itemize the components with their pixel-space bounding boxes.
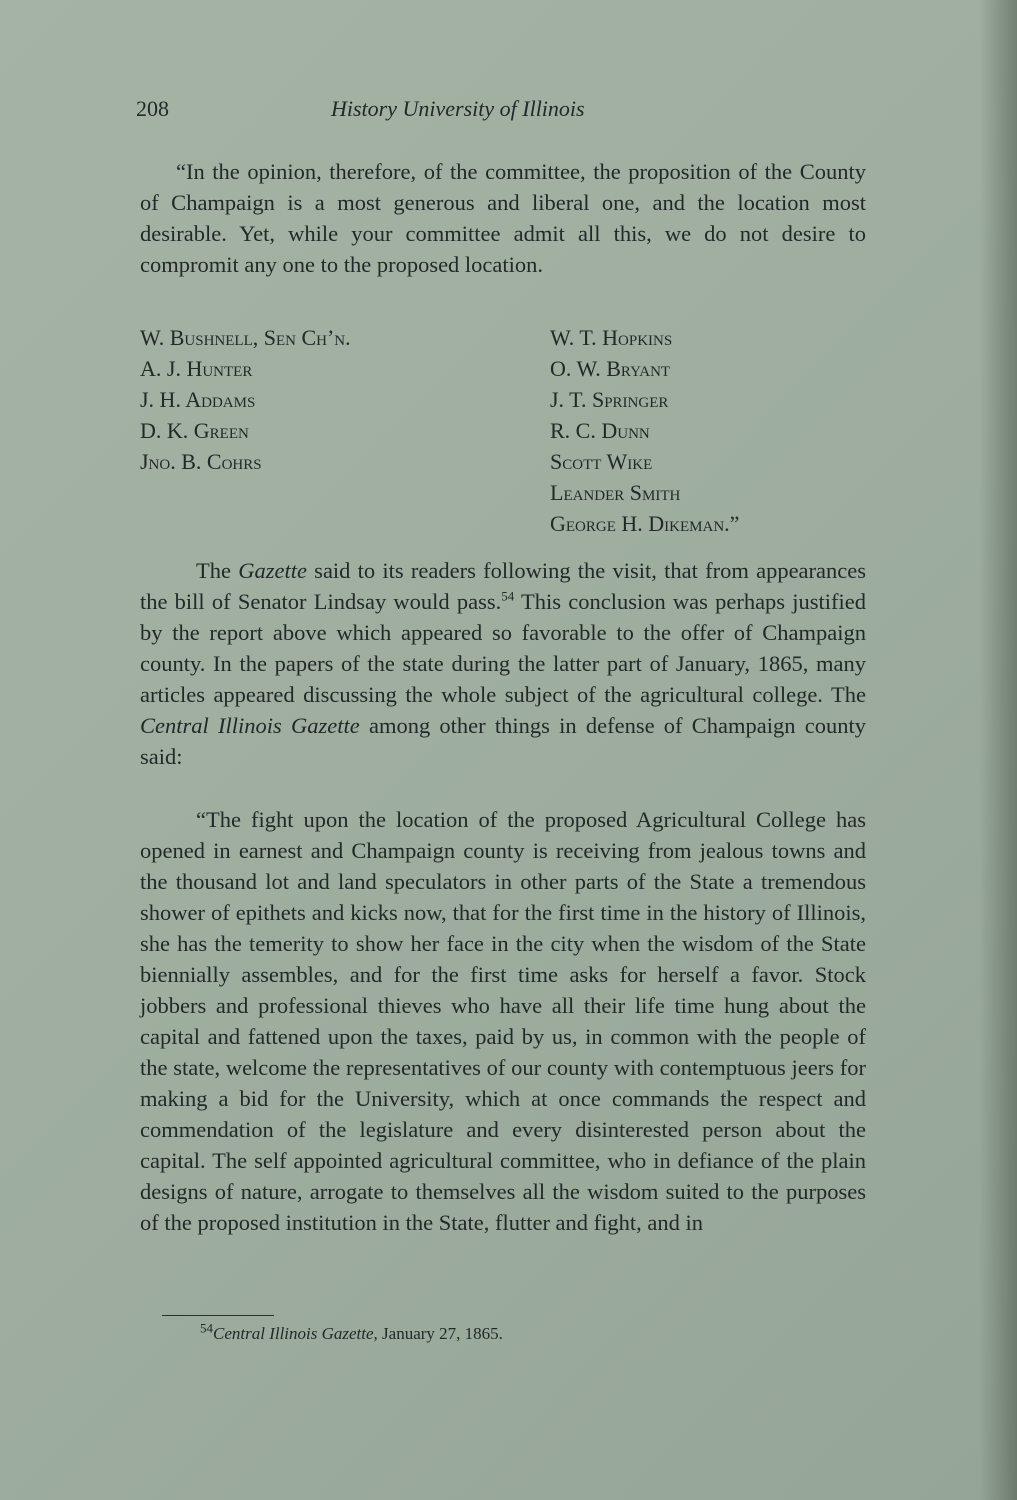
signature-name: D. K. Green <box>140 418 249 443</box>
text-run: among other things in defense of Champaign county said: <box>140 713 866 769</box>
signature-name: W. T. Hopkins <box>550 325 673 350</box>
signature-name: R. C. Dunn <box>550 418 650 443</box>
signature-name: J. H. Addams <box>140 387 256 412</box>
signature-name: O. W. Bryant <box>550 356 671 381</box>
running-head <box>136 96 866 126</box>
signature-name: W. Bushnell, Sen Ch’n. <box>140 325 351 350</box>
signature-column-right <box>550 322 739 539</box>
paragraph-gazette-report <box>140 555 866 772</box>
footnote-marker: 54 <box>200 1320 213 1336</box>
footnote-reference: 54 <box>501 588 515 604</box>
footnote <box>200 1322 503 1346</box>
text-run: This conclusion was perhaps justified by the report above which appeared so favorable to the offer of Champaign county. In the papers of the state during the latter part of January, 1865, many articles appeared discussing the whole subject of the agricultural college. The <box>140 589 867 707</box>
signature-name: A. J. Hunter <box>140 356 253 381</box>
signature-name: J. T. Springer <box>550 387 669 412</box>
footnote-date: , January 27, 1865. <box>373 1324 503 1343</box>
signature-name: Jno. B. Cohrs <box>140 449 262 474</box>
text-run: The <box>196 558 239 583</box>
signature-name: Scott Wike <box>550 449 653 474</box>
page-number: 208 <box>136 96 169 121</box>
signature-column-left <box>140 322 351 477</box>
running-title: History University of Illinois <box>331 96 585 121</box>
footnote-source: Central Illinois Gazette <box>213 1324 374 1343</box>
signature-name: George H. Dikeman.” <box>550 511 740 536</box>
paragraph-committee-opinion: “In the opinion, therefore, of the committee, the proposition of the County of Champaign is a most generous and liberal one, and the location most desirable. Yet, while your committee admit all this, we do not desire to compromit any one to the proposed location. <box>140 159 866 277</box>
footnote-divider <box>162 1315 274 1316</box>
paragraph-gazette-quote: “The fight upon the location of the proposed Agricultural College has opened in earnest and Champaign county is receiving from jealous towns and the thousand lot and land speculators in other parts of the State a tremendous shower of epithets and kicks now, that for the first time in the history of Illinois, she has the temerity to show her face in the city when the wisdom of the State biennially assembles, and for the first time asks for herself a favor. Stock jobbers and professional thieves who have all their life time hung about the capital and fattened upon the taxes, paid by us, in common with the people of the state, welcome the representatives of our county with contemptuous jeers for making a bid for the University, which at once commands the respect and commendation of the legislature and every disinterested person about the capital. The self appointed agricultural committee, who in defiance of the plain designs of nature, arrogate to themselves all the wisdom suited to the purposes of the proposed institution in the State, flutter and fight, and in <box>140 807 866 1235</box>
italic-title: Gazette <box>238 558 307 583</box>
signature-name: Leander Smith <box>550 480 681 505</box>
italic-title: Central Illinois Gazette <box>140 713 360 738</box>
text-run: said to its readers following the visit, that from appearances the bill of Senator Lindsay would pass. <box>140 558 866 614</box>
